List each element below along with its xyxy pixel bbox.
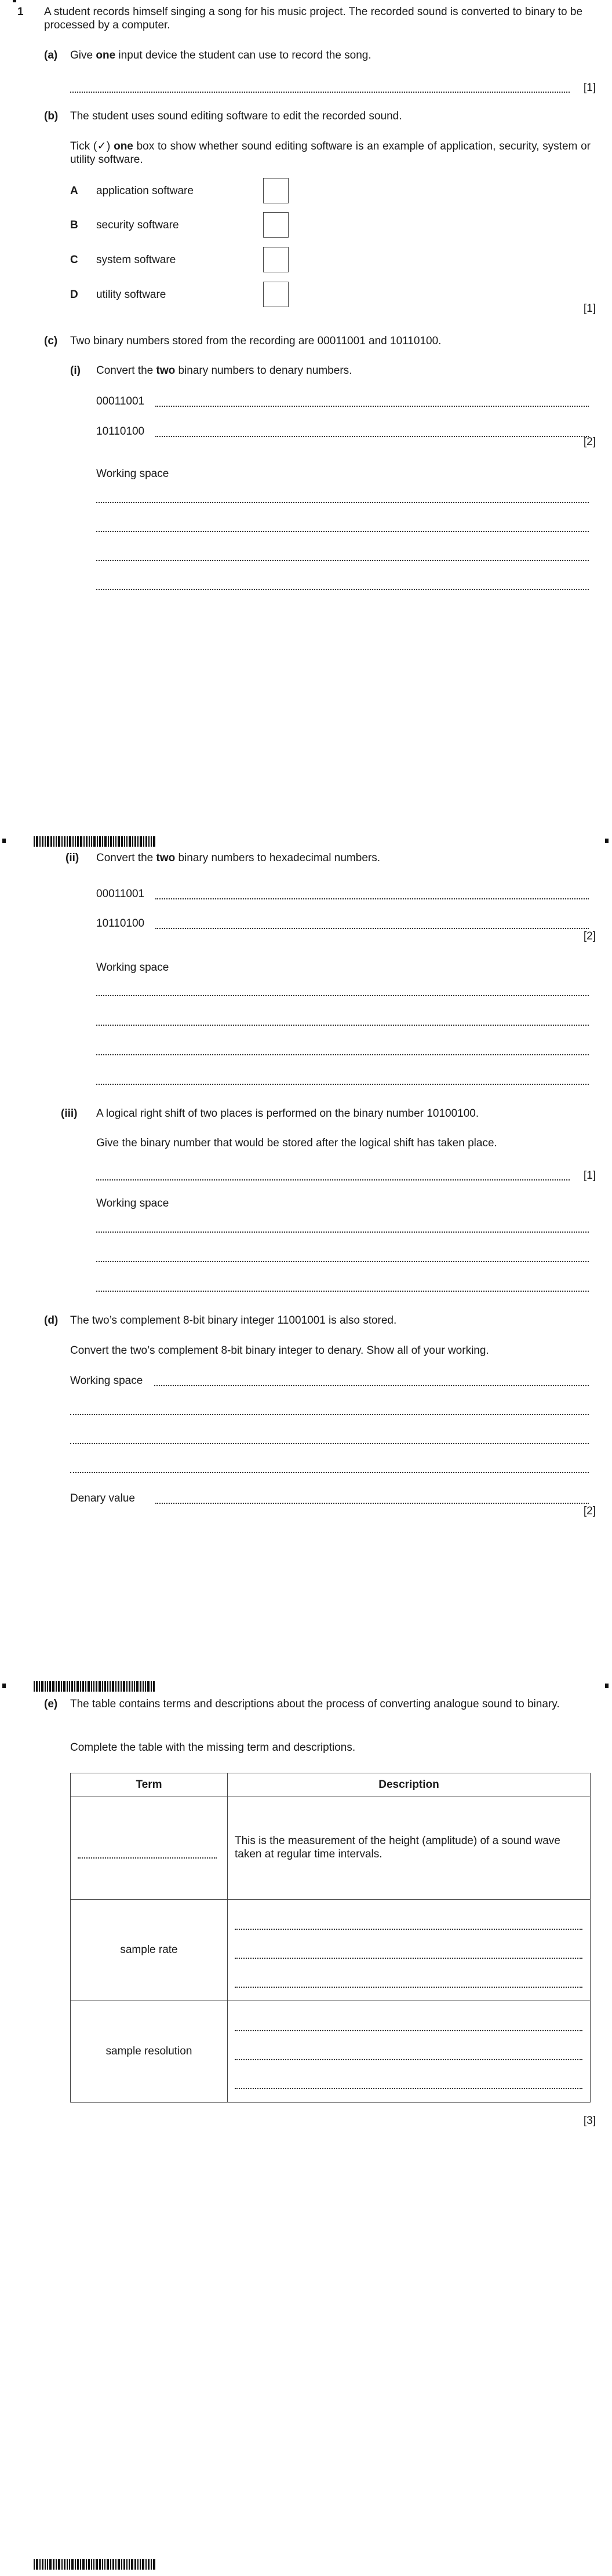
part-e-question: The table contains terms and descriptions about the process of converting analogue sound to binary. — [70, 1698, 560, 1710]
part-b-instruction: Tick (✓) one box to show whether sound editing software is an example of application, security, system or utility software. — [70, 140, 591, 166]
working-line[interactable] — [70, 1472, 589, 1473]
working-space-label: Working space — [96, 468, 169, 480]
part-d-instruction: Convert the two’s complement 8-bit binary integer to denary. Show all of your working. — [70, 1345, 489, 1357]
binary-number-2: 10110100 — [96, 425, 145, 438]
description-answer-cell[interactable] — [228, 1900, 591, 2001]
working-line[interactable] — [96, 560, 589, 561]
binary-number-1: 00011001 — [96, 888, 145, 900]
missing-term-cell[interactable] — [71, 1797, 228, 1900]
working-line[interactable] — [96, 1261, 589, 1262]
registration-mark — [2, 1684, 6, 1688]
registration-mark — [2, 839, 6, 843]
answer-line[interactable] — [235, 2059, 582, 2060]
question-number: 1 — [17, 6, 24, 18]
option-text: application software — [96, 185, 194, 197]
answer-line-ci-2[interactable] — [155, 436, 589, 437]
working-line[interactable] — [96, 502, 589, 503]
option-letter: D — [70, 289, 78, 301]
binary-number-2: 10110100 — [96, 917, 145, 930]
tick-box-security[interactable] — [263, 212, 289, 238]
part-e-label: (e) — [44, 1698, 58, 1710]
option-letter: B — [70, 219, 78, 231]
description-cell: This is the measurement of the height (amplitude) of a sound wave taken at regular time intervals. — [228, 1797, 591, 1900]
option-letter: A — [70, 185, 78, 197]
marks-e: [3] — [583, 2115, 596, 2127]
registration-mark — [13, 0, 16, 2]
registration-mark — [605, 1684, 609, 1688]
part-c-label: (c) — [44, 335, 58, 347]
answer-line[interactable] — [235, 2030, 582, 2031]
part-ciii-label: (iii) — [61, 1107, 78, 1120]
marks-ci: [2] — [583, 436, 596, 448]
working-space-label: Working space — [96, 1197, 169, 1209]
tick-box-application[interactable] — [263, 178, 289, 203]
answer-line-a[interactable] — [70, 92, 570, 93]
part-d-question: The two’s complement 8-bit binary integer 11001001 is also stored. — [70, 1314, 397, 1327]
answer-line-ciii[interactable] — [96, 1179, 570, 1180]
answer-line[interactable] — [235, 1987, 582, 1988]
column-header-description: Description — [228, 1773, 591, 1797]
page-barcode — [34, 836, 156, 847]
term-cell-sample-resolution: sample resolution — [71, 2001, 228, 2103]
marks-b: [1] — [583, 303, 596, 315]
part-ci-question: Convert the two binary numbers to denary numbers. — [96, 365, 352, 377]
description-answer-cell[interactable] — [228, 2001, 591, 2103]
part-cii-question: Convert the two binary numbers to hexadecimal numbers. — [96, 852, 381, 864]
part-ciii-question: A logical right shift of two places is performed on the binary number 10100100. — [96, 1107, 479, 1120]
option-text: system software — [96, 254, 176, 266]
working-line[interactable] — [96, 1084, 589, 1085]
term-cell-sample-rate: sample rate — [71, 1900, 228, 2001]
answer-line-term[interactable] — [78, 1857, 217, 1859]
option-text: utility software — [96, 289, 166, 301]
part-ci-label: (i) — [70, 365, 81, 377]
table-row — [71, 1900, 591, 2001]
working-line[interactable] — [96, 589, 589, 590]
answer-line-ci-1[interactable] — [155, 406, 589, 407]
page-barcode — [34, 1681, 156, 1692]
part-b-label: (b) — [44, 110, 59, 122]
option-text: security software — [96, 219, 179, 231]
part-b-question: The student uses sound editing software to edit the recorded sound. — [70, 110, 402, 122]
part-cii-label: (ii) — [65, 852, 79, 864]
part-d-label: (d) — [44, 1314, 59, 1327]
terms-table — [70, 1773, 591, 2103]
working-line[interactable] — [96, 1291, 589, 1292]
working-line[interactable] — [96, 1054, 589, 1055]
marks-ciii: [1] — [583, 1169, 596, 1182]
working-line[interactable] — [96, 995, 589, 996]
registration-mark — [605, 839, 609, 843]
answer-line-cii-2[interactable] — [155, 928, 589, 929]
table-row — [71, 2001, 591, 2103]
working-line[interactable] — [96, 1025, 589, 1026]
part-ciii-instruction: Give the binary number that would be stored after the logical shift has taken place. — [96, 1137, 497, 1149]
marks-a: [1] — [583, 82, 596, 94]
working-line[interactable] — [96, 1231, 589, 1233]
answer-line[interactable] — [235, 1958, 582, 1959]
part-c-question: Two binary numbers stored from the recording are 00011001 and 10110100. — [70, 335, 442, 347]
working-line[interactable] — [96, 531, 589, 532]
working-space-label: Working space — [96, 961, 169, 974]
binary-number-1: 00011001 — [96, 395, 145, 407]
working-line[interactable] — [70, 1414, 589, 1415]
denary-value-label: Denary value — [70, 1492, 135, 1504]
tick-box-utility[interactable] — [263, 282, 289, 307]
working-line[interactable] — [70, 1443, 589, 1444]
marks-cii: [2] — [583, 930, 596, 942]
part-e-instruction: Complete the table with the missing term and descriptions. — [70, 1741, 356, 1754]
part-a-question: Give one input device the student can use to record the song. — [70, 49, 371, 61]
part-a-label: (a) — [44, 49, 58, 61]
answer-line-d[interactable] — [155, 1503, 589, 1504]
answer-line-cii-1[interactable] — [155, 898, 589, 899]
answer-line[interactable] — [235, 2088, 582, 2089]
working-line[interactable] — [154, 1385, 589, 1386]
question-intro: A student records himself singing a song for his music project. The recorded sound is converted to binary to be processed by a computer. — [44, 6, 583, 31]
working-space-label: Working space — [70, 1375, 143, 1387]
answer-line[interactable] — [235, 1929, 582, 1930]
tick-box-system[interactable] — [263, 247, 289, 272]
table-row — [71, 1797, 591, 1900]
column-header-term: Term — [71, 1773, 228, 1797]
page-barcode — [34, 2559, 156, 2570]
option-letter: C — [70, 254, 78, 266]
marks-d: [2] — [583, 1505, 596, 1517]
